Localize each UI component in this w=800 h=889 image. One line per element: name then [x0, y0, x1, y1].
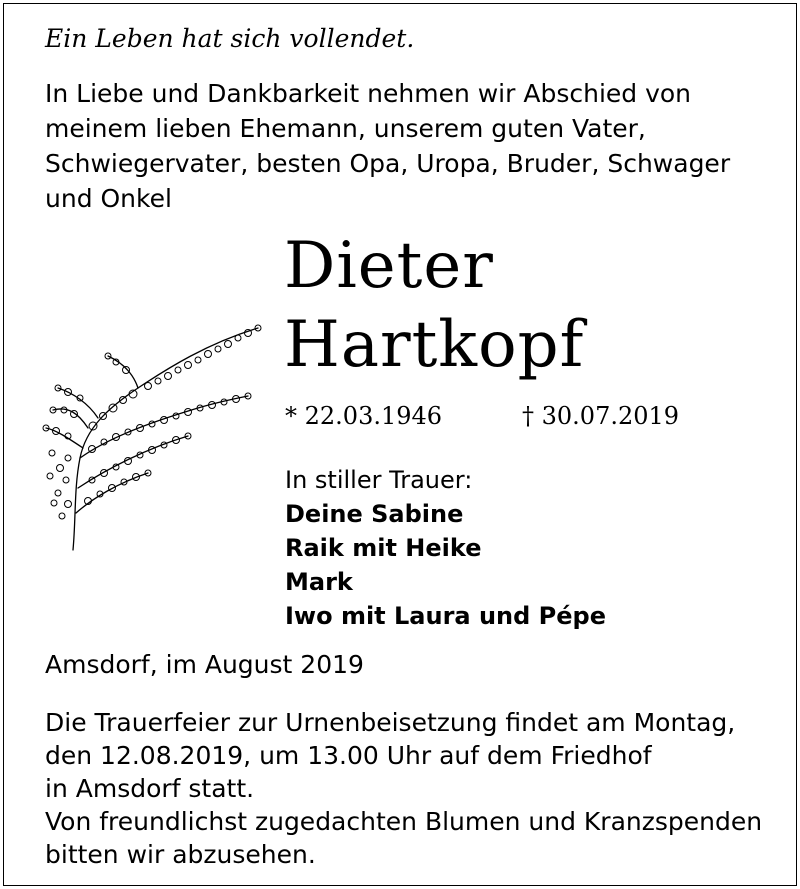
- mourners-heading: In stiller Trauer:: [285, 466, 473, 494]
- intro-text: [45, 76, 765, 216]
- mourners-block: [285, 463, 606, 633]
- mourner-name: Mark: [285, 568, 353, 596]
- notice-line: bitten wir abzusehen.: [45, 840, 316, 869]
- notice-line: in Amsdorf statt.: [45, 774, 255, 803]
- notice-line: Von freundlichst zugedachten Blumen und Kranzspenden: [45, 807, 763, 836]
- first-name: Dieter: [284, 229, 494, 303]
- intro-line: meinem lieben Ehemann, unserem guten Vater,: [45, 114, 646, 143]
- tree-branch-icon: [38, 318, 268, 558]
- last-name: Hartkopf: [284, 308, 585, 382]
- notice-line: Die Trauerfeier zur Urnenbeisetzung findet am Montag,: [45, 708, 736, 737]
- mourner-name: Iwo mit Laura und Pépe: [285, 602, 606, 630]
- intro-line: In Liebe und Dankbarkeit nehmen wir Abschied von: [45, 79, 692, 108]
- notice-line: den 12.08.2019, um 13.00 Uhr auf dem Friedhof: [45, 741, 652, 770]
- funeral-notice: [45, 706, 762, 871]
- mourner-name: Deine Sabine: [285, 500, 464, 528]
- intro-line: Schwiegervater, besten Opa, Uropa, Bruder, Schwager: [45, 149, 731, 178]
- place-date: Amsdorf, im August 2019: [45, 650, 364, 679]
- intro-line: und Onkel: [45, 184, 172, 213]
- death-date: † 30.07.2019: [522, 402, 680, 430]
- birth-date: * 22.03.1946: [285, 402, 443, 430]
- mourner-name: Raik mit Heike: [285, 534, 482, 562]
- motto: Ein Leben hat sich vollendet.: [45, 24, 415, 53]
